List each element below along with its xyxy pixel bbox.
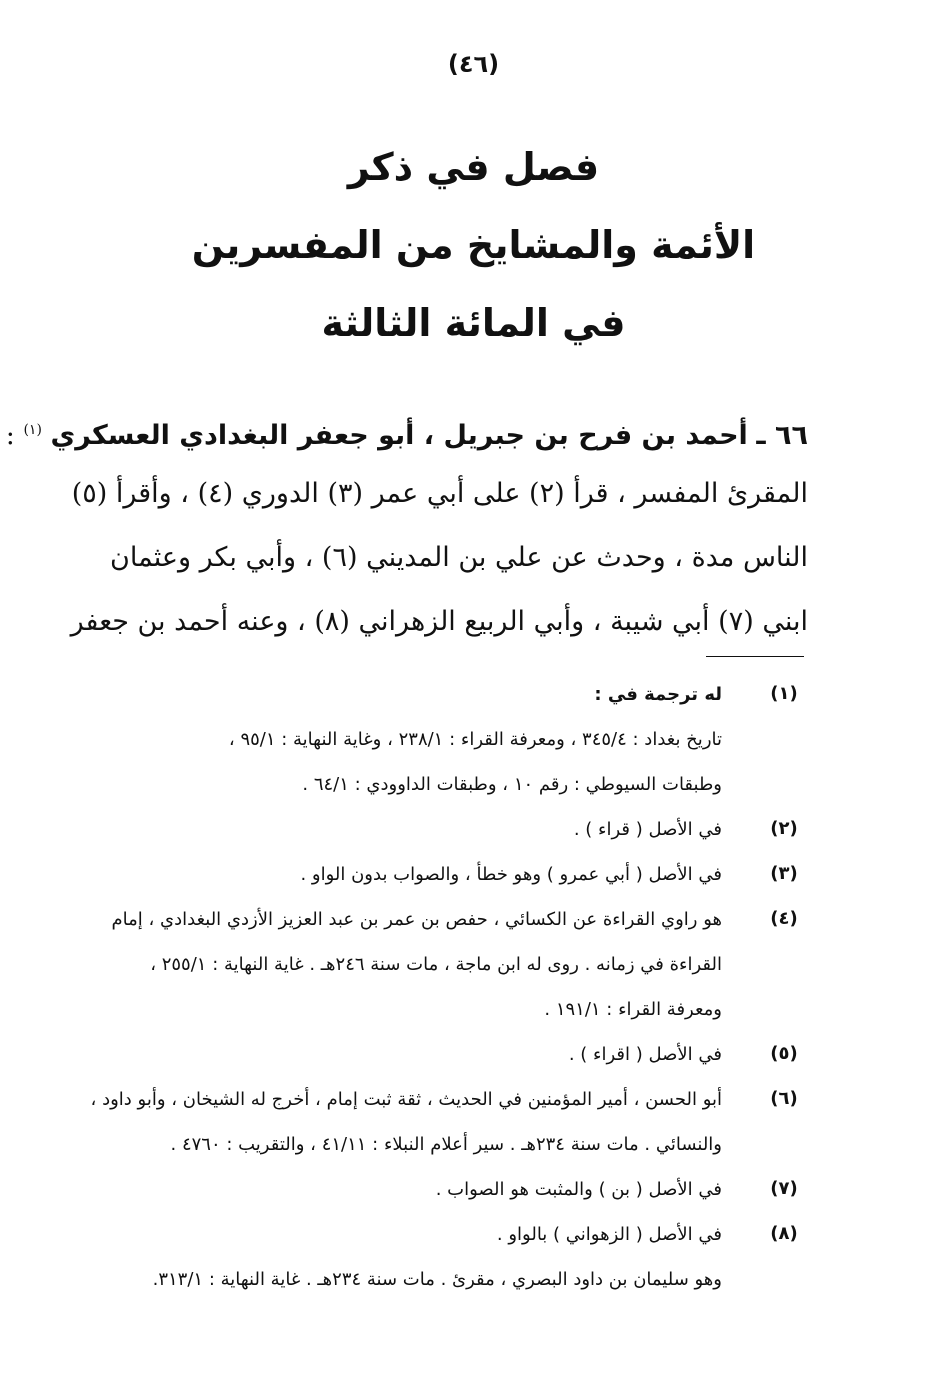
footnote-line: له ترجمة في : xyxy=(594,684,722,705)
entry-line-4: ابني (٧) أبي شيبة ، وأبي الربيع الزهراني (٨) ، وعنه أحمد بن جعفر xyxy=(70,606,808,637)
footnote-number: (٣) xyxy=(770,863,798,884)
footnote xyxy=(78,852,806,897)
footnote-number: (٤) xyxy=(770,908,798,929)
entry-number: ٦٦ ـ xyxy=(756,420,808,451)
footnote-line: ومعرفة القراء : ١٩١/١ . xyxy=(544,999,722,1020)
footnote-number: (٧) xyxy=(770,1178,798,1199)
footnote-line: في الأصل ( أبي عمرو ) وهو خطأ ، والصواب بدون الواو . xyxy=(300,864,722,885)
footnote xyxy=(78,1077,806,1167)
footnote-line: وهو سليمان بن داود البصري ، مقرئ . مات سنة ٢٣٤هـ . غاية النهاية : ٣١٣/١. xyxy=(152,1269,722,1290)
entry-line-2: المقرئ المفسر ، قرأ (٢) على أبي عمر (٣) الدوري (٤) ، وأقرأ (٥) xyxy=(71,478,808,509)
footnote-number: (٦) xyxy=(770,1088,798,1109)
footnote-number: (١) xyxy=(770,683,798,704)
title-line-2: الأئمة والمشايخ من المفسرين xyxy=(191,223,756,267)
footnote-divider xyxy=(706,656,804,657)
entry-line-1-end: : xyxy=(5,420,15,451)
footnotes xyxy=(78,672,806,1302)
footnote-line: في الأصل ( قراء ) . xyxy=(573,819,722,840)
footnote xyxy=(78,672,806,807)
footnote xyxy=(78,897,806,1032)
footnote-number: (٨) xyxy=(770,1223,798,1244)
footnote xyxy=(78,1167,806,1212)
entry-name-note: (١) xyxy=(23,422,42,438)
footnote-line: أبو الحسن ، أمير المؤمنين في الحديث ، ثقة ثبت إمام ، أخرج له الشيخان ، وأبو داود ، xyxy=(90,1089,722,1110)
entry-line-1 xyxy=(5,398,808,462)
footnote xyxy=(78,807,806,852)
footnote-line: في الأصل ( اقراء ) . xyxy=(568,1044,722,1065)
title-line-3: في المائة الثالثة xyxy=(321,301,626,345)
footnote xyxy=(78,1032,806,1077)
footnote xyxy=(78,1212,806,1302)
footnote-line: في الأصل ( الزهواني ) بالواو . xyxy=(496,1224,722,1245)
page-number: (٤٦) xyxy=(447,50,500,78)
chapter-title xyxy=(0,128,947,362)
entry-line-3: الناس مدة ، وحدث عن علي بن المديني (٦) ، وأبي بكر وعثمان xyxy=(110,542,808,573)
footnote-line: في الأصل ( بن ) والمثبت هو الصواب . xyxy=(435,1179,722,1200)
footnote-line: والنسائي . مات سنة ٢٣٤هـ . سير أعلام النبلاء : ٤١/١١ ، والتقريب : ٤٧٦٠ . xyxy=(170,1134,722,1155)
footnote-line: وطبقات السيوطي : رقم ١٠ ، وطبقات الداوودي : ٦٤/١ . xyxy=(302,774,722,795)
footnote-line: القراءة في زمانه . روى له ابن ماجة ، مات سنة ٢٤٦هـ . غاية النهاية : ٢٥٥/١ ، xyxy=(150,954,722,975)
entry-body xyxy=(5,398,808,654)
footnote-number: (٥) xyxy=(770,1043,798,1064)
footnote-number: (٢) xyxy=(770,818,798,839)
title-line-1: فصل في ذكر xyxy=(347,145,600,189)
footnote-line: هو راوي القراءة عن الكسائي ، حفص بن عمر بن عبد العزيز الأزدي البغدادي ، إمام xyxy=(111,909,722,930)
entry-name: أحمد بن فرح بن جبريل ، أبو جعفر البغدادي العسكري xyxy=(50,420,748,451)
footnote-line: تاريخ بغداد : ٣٤٥/٤ ، ومعرفة القراء : ٢٣٨/١ ، وغاية النهاية : ٩٥/١ ، xyxy=(228,729,722,750)
